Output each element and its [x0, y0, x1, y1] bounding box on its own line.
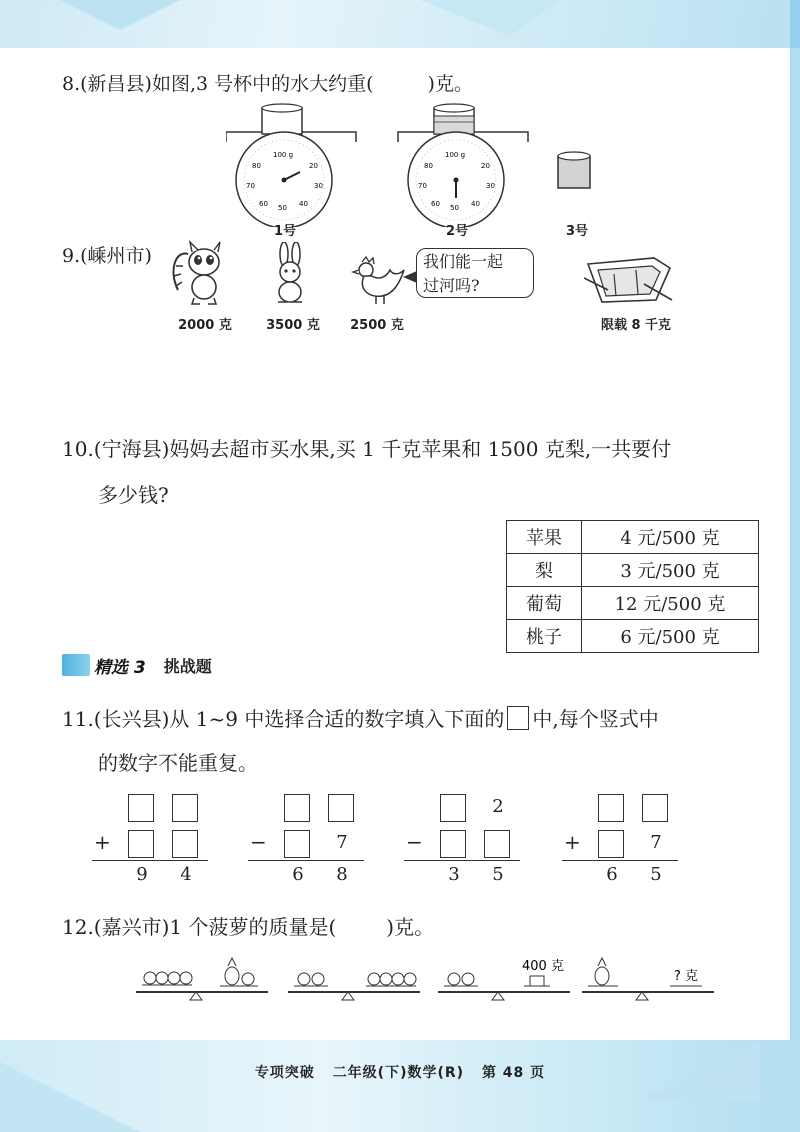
cup-3-icon [555, 150, 595, 192]
question-12: 12.(嘉兴市)1 个菠萝的质量是( )克。 [62, 915, 435, 939]
result-digit: 6 [606, 864, 618, 885]
squirrel-weight: 2000 克 [178, 318, 232, 333]
question-8 [62, 66, 473, 102]
section-badge-icon [62, 654, 90, 676]
table-row: 葡萄 12 元/500 克 [507, 587, 759, 620]
answer-box[interactable] [128, 794, 154, 822]
q10-line-2: 多少钱? [98, 483, 169, 507]
balance-3 [438, 958, 570, 1000]
balance-1 [136, 958, 268, 1000]
table-row: 苹果 4 元/500 克 [507, 521, 759, 554]
fruit-price-table [506, 520, 759, 653]
q12-balances-figure [132, 952, 716, 1012]
rabbit-icon [268, 242, 312, 306]
operator: − [406, 830, 423, 854]
svg-text:40: 40 [299, 200, 308, 208]
operator: + [564, 830, 581, 854]
section-title: 精选 3 [94, 657, 146, 678]
page-number: 第 48 页 [481, 1065, 546, 1081]
answer-box[interactable] [284, 830, 310, 858]
result-digit: 4 [180, 864, 192, 885]
given-digit: 7 [336, 832, 348, 853]
cup-label-2: 2号 [445, 224, 469, 239]
weight-label: 400 克 [522, 959, 564, 974]
svg-text:70: 70 [418, 182, 427, 190]
result-digit: 3 [448, 864, 460, 885]
answer-box[interactable] [328, 794, 354, 822]
q11-line-1: 11.(长兴县)从 1~9 中选择合适的数字填入下面的 中,每个竖式中 [62, 707, 659, 731]
balance-2 [288, 973, 420, 1000]
table-row: 梨 3 元/500 克 [507, 554, 759, 587]
vertical-problem [248, 790, 368, 890]
svg-text:80: 80 [252, 162, 261, 170]
boat-icon [584, 254, 674, 306]
svg-text:60: 60 [259, 200, 268, 208]
top-decoration-band [0, 0, 800, 48]
footer-grade: 二年级(下)数学(R) [332, 1065, 465, 1081]
svg-text:20: 20 [309, 162, 318, 170]
answer-box[interactable] [128, 830, 154, 858]
given-digit: 2 [492, 796, 504, 817]
operator: + [94, 830, 111, 854]
page-edge [790, 0, 800, 1132]
sum-line [562, 860, 678, 861]
vertical-problem [562, 790, 682, 890]
squirrel-icon [170, 240, 230, 306]
scale-1 [226, 104, 356, 227]
q10-line-1: 10.(宁海县)妈妈去超市买水果,买 1 千克苹果和 1500 克梨,一共要付 [62, 437, 672, 461]
table-row: 桃子 6 元/500 克 [507, 620, 759, 653]
answer-box[interactable] [598, 794, 624, 822]
footer-book: 专项突破 [254, 1065, 315, 1081]
answer-box[interactable] [484, 830, 510, 858]
svg-text:50: 50 [278, 204, 287, 212]
question-9: 9.(嵊州市) [62, 245, 152, 267]
svg-text:100 g: 100 g [445, 151, 466, 159]
rooster-icon [348, 256, 408, 306]
svg-text:80: 80 [424, 162, 433, 170]
scale-2 [398, 104, 528, 227]
answer-box[interactable] [172, 794, 198, 822]
result-digit: 9 [136, 864, 148, 885]
vertical-problem [404, 790, 524, 890]
result-digit: 5 [650, 864, 662, 885]
result-digit: 8 [336, 864, 348, 885]
svg-text:30: 30 [486, 182, 495, 190]
given-digit: 7 [650, 832, 662, 853]
blank-box-icon [507, 706, 529, 730]
sum-line [404, 860, 520, 861]
bottom-decoration-band [0, 1040, 800, 1132]
operator: − [250, 830, 267, 854]
q8-text-b: )克。 [427, 73, 473, 95]
bubble-line-1: 我们能一起 [423, 252, 504, 271]
bubble-line-2: 过河吗? [423, 276, 480, 295]
rooster-weight: 2500 克 [350, 318, 404, 333]
answer-box[interactable] [642, 794, 668, 822]
balance-4 [582, 958, 714, 1000]
section-subtitle: 挑战题 [163, 656, 212, 676]
vertical-problem [92, 790, 212, 890]
section-header [62, 652, 212, 678]
cup-label-3: 3号 [565, 224, 589, 239]
boat-limit: 限载 8 千克 [600, 318, 672, 333]
answer-box[interactable] [172, 830, 198, 858]
answer-box[interactable] [598, 830, 624, 858]
q8-scales-figure [226, 102, 546, 227]
q8-text-a: 8.(新昌县)如图,3 号杯中的水大约重( [62, 73, 374, 95]
dial-label: 100 g [273, 151, 294, 159]
svg-text:60: 60 [431, 200, 440, 208]
sum-line [248, 860, 364, 861]
sum-line [92, 860, 208, 861]
svg-text:50: 50 [450, 204, 459, 212]
answer-box[interactable] [440, 830, 466, 858]
q11-line-2: 的数字不能重复。 [98, 751, 258, 775]
rabbit-weight: 3500 克 [266, 318, 320, 333]
result-digit: 6 [292, 864, 304, 885]
svg-text:70: 70 [246, 182, 255, 190]
cup-label-1: 1号 [273, 224, 297, 239]
answer-box[interactable] [284, 794, 310, 822]
svg-text:20: 20 [481, 162, 490, 170]
speech-bubble [416, 248, 534, 298]
unknown-weight: ? 克 [674, 969, 699, 984]
page-footer [0, 1062, 800, 1082]
svg-text:40: 40 [471, 200, 480, 208]
svg-text:30: 30 [314, 182, 323, 190]
result-digit: 5 [492, 864, 504, 885]
answer-box[interactable] [440, 794, 466, 822]
